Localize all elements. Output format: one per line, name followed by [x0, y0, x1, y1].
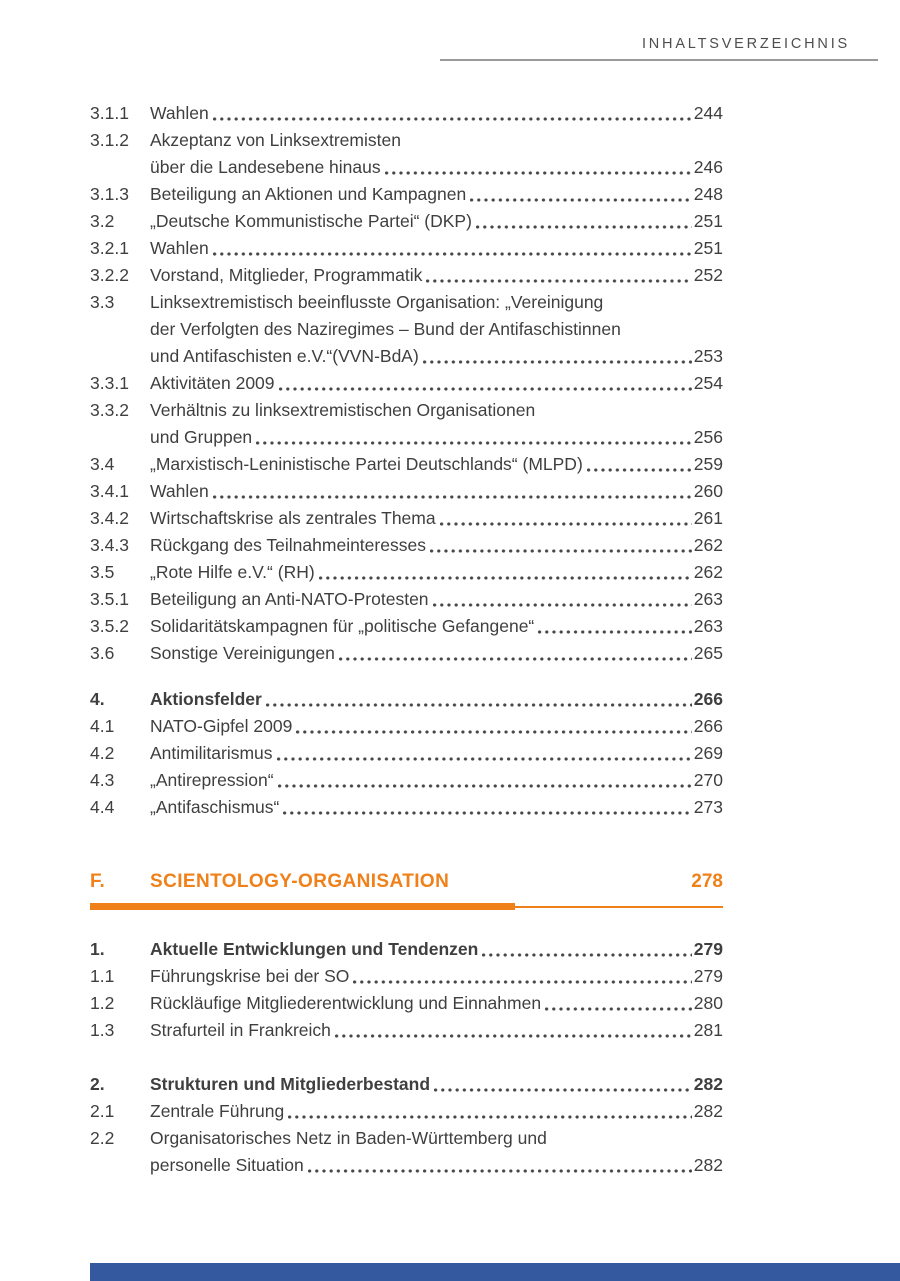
toc-entry-title: personelle Situation: [150, 1155, 304, 1175]
dot-leader: [277, 756, 692, 762]
toc-entry-title: und Gruppen: [150, 427, 253, 447]
toc-entry-title: Solidaritätskampagnen für „politische Gefangene“: [150, 616, 535, 636]
toc-entry-number: 3.2: [90, 211, 115, 231]
toc-entry-content: [150, 613, 723, 640]
toc-entry-content: [150, 767, 723, 794]
toc-entry: [90, 1098, 723, 1125]
section-divider: [90, 870, 723, 910]
dot-leader: [308, 1168, 692, 1174]
toc-entry-title: Vorstand, Mitglieder, Programmatik: [150, 265, 423, 285]
dot-leader: [213, 116, 692, 122]
toc-entry-title: Antimilitarismus: [150, 743, 273, 763]
toc-entry-line: [150, 451, 723, 478]
toc-entry-line: [150, 127, 723, 154]
toc-entry-number: 3.4: [90, 454, 115, 474]
toc-entry-page: 248: [693, 184, 723, 204]
dot-leader: [353, 979, 691, 985]
dot-leader: [319, 575, 692, 581]
toc-entry-line: [150, 1071, 723, 1098]
toc-group: [90, 100, 723, 667]
dot-leader: [385, 170, 692, 176]
toc-entry-title: „Antifaschismus“: [150, 797, 280, 817]
toc-entry-line: [150, 1125, 723, 1152]
toc-entry: [90, 713, 723, 740]
toc-entry: [90, 794, 723, 821]
dot-leader: [335, 1033, 692, 1039]
toc-entry-number: 3.2.1: [90, 238, 129, 258]
toc-entry: [90, 963, 723, 990]
toc-entry-page: 269: [693, 743, 723, 763]
toc-entry-number: 2.1: [90, 1101, 115, 1121]
toc-entry-title: Verhältnis zu linksextremistischen Organisationen: [150, 400, 536, 420]
dot-leader: [587, 467, 692, 473]
toc-entry-title: „Rote Hilfe e.V.“ (RH): [150, 562, 315, 582]
toc-entry-page: 282: [693, 1074, 723, 1094]
toc-entry-line: [150, 532, 723, 559]
toc-entry-number: 3.5: [90, 562, 115, 582]
toc-entry-title: Aktuelle Entwicklungen und Tendenzen: [150, 939, 479, 959]
dot-leader: [423, 359, 692, 365]
toc-entry: [90, 208, 723, 235]
toc-entry-title: Beteiligung an Anti-NATO-Protesten: [150, 589, 429, 609]
dot-leader: [288, 1114, 692, 1120]
toc-entry-page: 282: [693, 1101, 723, 1121]
dot-leader: [266, 702, 692, 708]
toc-entry-content: [150, 127, 723, 181]
toc-entry-content: [150, 740, 723, 767]
toc-entry-line: [150, 424, 723, 451]
toc-entry-content: [150, 794, 723, 821]
toc-entry-title: Führungskrise bei der SO: [150, 966, 350, 986]
toc-entry-line: [150, 316, 723, 343]
toc-entry-title: Aktivitäten 2009: [150, 373, 275, 393]
toc-entry-line: [150, 1017, 723, 1044]
toc-entry-page: 252: [693, 265, 723, 285]
dot-leader: [426, 278, 691, 284]
toc-entry-title: Strafurteil in Frankreich: [150, 1020, 331, 1040]
toc-entry-content: [150, 397, 723, 451]
toc-entry: [90, 235, 723, 262]
toc-entry-page: 254: [693, 373, 723, 393]
header-rule: [440, 59, 878, 61]
toc-entry-page: 251: [693, 238, 723, 258]
toc-entry: [90, 1017, 723, 1044]
toc-group: [90, 1071, 723, 1179]
toc-entry-page: 282: [693, 1155, 723, 1175]
toc-entry-content: [150, 640, 723, 667]
section-title: SCIENTOLOGY-ORGANISATION: [150, 871, 450, 892]
toc-entry-content: [150, 1071, 723, 1098]
toc-entry-page: 256: [693, 427, 723, 447]
toc-entry-page: 246: [693, 157, 723, 177]
toc-entry-title: NATO-Gipfel 2009: [150, 716, 293, 736]
toc-entry: [90, 1071, 723, 1098]
toc-entry-number: 3.5.2: [90, 616, 129, 636]
toc-entry-line: [150, 936, 723, 963]
toc-entry: [90, 127, 723, 181]
toc-entry-page: 251: [693, 211, 723, 231]
toc-entry-number: 3.4.2: [90, 508, 129, 528]
dot-leader: [545, 1006, 692, 1012]
toc-entry-page: 262: [693, 562, 723, 582]
toc-entry-title: und Antifaschisten e.V.“(VVN-BdA): [150, 346, 419, 366]
toc-entry: [90, 181, 723, 208]
toc-entry: [90, 1125, 723, 1179]
toc-entry-content: [150, 586, 723, 613]
toc-entry-title: Organisatorisches Netz in Baden-Württemberg und: [150, 1128, 547, 1148]
page-header: [440, 36, 878, 61]
toc-entry-title: Strukturen und Mitgliederbestand: [150, 1074, 431, 1094]
toc-entry-number: 4.3: [90, 770, 115, 790]
toc-entry-content: [150, 936, 723, 963]
toc-entry: [90, 586, 723, 613]
toc-entry-number: 4.2: [90, 743, 115, 763]
toc-entry-line: [150, 289, 723, 316]
toc-entry-page: 263: [693, 589, 723, 609]
dot-leader: [256, 440, 692, 446]
dot-leader: [470, 197, 692, 203]
toc-entry-content: [150, 1125, 723, 1179]
toc-entry-number: 3.6: [90, 643, 115, 663]
toc-entry-title: Sonstige Vereinigungen: [150, 643, 335, 663]
toc-entry-page: 261: [693, 508, 723, 528]
toc-entry: [90, 936, 723, 963]
toc-entry-number: 3.3.2: [90, 400, 129, 420]
toc-entry-line: [150, 397, 723, 424]
toc-entry: [90, 262, 723, 289]
toc-entry-content: [150, 505, 723, 532]
toc-entry-line: [150, 713, 723, 740]
toc-entry-page: 263: [693, 616, 723, 636]
toc-entry-line: [150, 990, 723, 1017]
toc-entry-page: 279: [693, 966, 723, 986]
toc-entry: [90, 613, 723, 640]
toc-entry-line: [150, 343, 723, 370]
toc-entry-number: 3.3.1: [90, 373, 129, 393]
toc-entry: [90, 370, 723, 397]
toc-entry-title: „Antirepression“: [150, 770, 274, 790]
toc-entry-line: [150, 963, 723, 990]
toc-entry-number: 1.3: [90, 1020, 115, 1040]
dot-leader: [538, 629, 692, 635]
toc-entry-number: 3.1.1: [90, 103, 129, 123]
toc-entry-title: Wahlen: [150, 481, 209, 501]
toc-entry-number: 3.3: [90, 292, 115, 312]
toc-entry-number: 2.2: [90, 1128, 115, 1148]
toc-entry: [90, 100, 723, 127]
footer-bar: [90, 1263, 900, 1281]
toc-entry: [90, 532, 723, 559]
toc-entry-title: Wahlen: [150, 103, 209, 123]
toc-group: [90, 936, 723, 1044]
toc-entry-line: [150, 686, 723, 713]
dot-leader: [279, 386, 692, 392]
toc-entry-content: [150, 1098, 723, 1125]
toc-entry-content: [150, 532, 723, 559]
toc-entry-title: Zentrale Führung: [150, 1101, 285, 1121]
toc-entry-line: [150, 208, 723, 235]
toc-entry-line: [150, 740, 723, 767]
toc-entry-line: [150, 235, 723, 262]
toc-entry-page: 266: [693, 716, 723, 736]
dot-leader: [440, 521, 692, 527]
toc-entry-title: Rückgang des Teilnahmeinteresses: [150, 535, 426, 555]
toc-entry-number: 1.1: [90, 966, 115, 986]
toc-entry-page: 244: [693, 103, 723, 123]
toc-entry-title: Rückläufige Mitgliederentwicklung und Einnahmen: [150, 993, 542, 1013]
dot-leader: [476, 224, 692, 230]
toc-entry-content: [150, 478, 723, 505]
toc-entry-content: [150, 990, 723, 1017]
toc-entry-page: 253: [693, 346, 723, 366]
toc-entry-page: 280: [693, 993, 723, 1013]
toc-entry-line: [150, 640, 723, 667]
toc-entry-line: [150, 505, 723, 532]
toc-entry-line: [150, 154, 723, 181]
toc-entry-line: [150, 478, 723, 505]
toc-entry-number: 2.: [90, 1074, 105, 1094]
page-header-title: INHALTSVERZEICHNIS: [641, 36, 850, 52]
section-letter: F.: [90, 871, 105, 892]
toc-entry-title: „Deutsche Kommunistische Partei“ (DKP): [150, 211, 472, 231]
toc-entry-content: [150, 181, 723, 208]
toc-entry-page: 273: [693, 797, 723, 817]
section-rule-thick: [90, 903, 515, 910]
toc-entry-title: Wirtschaftskrise als zentrales Thema: [150, 508, 436, 528]
toc-entry-line: [150, 613, 723, 640]
toc-entry-content: [150, 963, 723, 990]
toc-entry-content: [150, 262, 723, 289]
toc-entry-title: Wahlen: [150, 238, 209, 258]
toc-entry: [90, 640, 723, 667]
toc-entry-number: 3.1.3: [90, 184, 129, 204]
toc-group: [90, 686, 723, 821]
dot-leader: [482, 952, 691, 958]
toc-entry-content: [150, 289, 723, 370]
toc-entry: [90, 478, 723, 505]
toc-entry-line: [150, 262, 723, 289]
toc-entry-number: 1.: [90, 939, 105, 959]
toc-entry-line: [150, 559, 723, 586]
toc-entry-number: 3.1.2: [90, 130, 129, 150]
toc-entry-page: 260: [693, 481, 723, 501]
dot-leader: [213, 494, 692, 500]
section-page-number: 278: [691, 871, 723, 892]
toc-entry-number: 4.: [90, 689, 105, 709]
toc-entry-title: Akzeptanz von Linksextremisten: [150, 130, 401, 150]
toc-entry-content: [150, 370, 723, 397]
toc-entry: [90, 767, 723, 794]
toc-entry-line: [150, 100, 723, 127]
toc-entry-content: [150, 235, 723, 262]
dot-leader: [339, 656, 692, 662]
toc-entry-line: [150, 1098, 723, 1125]
toc-entry-content: [150, 686, 723, 713]
toc-entry-title: Linksextremistisch beeinflusste Organisation: „Vereinigung: [150, 292, 604, 312]
toc-entry-page: 266: [693, 689, 723, 709]
toc-entry: [90, 451, 723, 478]
toc-entry-number: 4.4: [90, 797, 115, 817]
dot-leader: [296, 729, 691, 735]
table-of-contents: [90, 100, 723, 1179]
toc-entry-title: über die Landesebene hinaus: [150, 157, 381, 177]
toc-entry-line: [150, 1152, 723, 1179]
toc-entry-content: [150, 208, 723, 235]
toc-entry-line: [150, 181, 723, 208]
toc-entry-page: 262: [693, 535, 723, 555]
toc-entry: [90, 686, 723, 713]
dot-leader: [433, 602, 692, 608]
toc-entry-page: 270: [693, 770, 723, 790]
dot-leader: [434, 1087, 692, 1093]
toc-entry: [90, 990, 723, 1017]
toc-entry-number: 3.4.3: [90, 535, 129, 555]
toc-entry-number: 3.4.1: [90, 481, 129, 501]
dot-leader: [430, 548, 692, 554]
toc-entry-page: 265: [693, 643, 723, 663]
toc-entry-content: [150, 713, 723, 740]
toc-entry: [90, 740, 723, 767]
toc-entry: [90, 397, 723, 451]
toc-entry: [90, 559, 723, 586]
toc-entry-title: Aktionsfelder: [150, 689, 262, 709]
toc-entry-line: [150, 794, 723, 821]
toc-entry-content: [150, 100, 723, 127]
toc-entry-title: „Marxistisch-Leninistische Partei Deutschlands“ (MLPD): [150, 454, 583, 474]
dot-leader: [278, 783, 692, 789]
toc-entry-number: 3.2.2: [90, 265, 129, 285]
toc-entry-line: [150, 370, 723, 397]
toc-entry-number: 4.1: [90, 716, 115, 736]
toc-entry-page: 281: [693, 1020, 723, 1040]
toc-entry-number: 3.5.1: [90, 589, 129, 609]
toc-entry-content: [150, 1017, 723, 1044]
dot-leader: [283, 810, 691, 816]
toc-entry-page: 259: [693, 454, 723, 474]
toc-entry-content: [150, 451, 723, 478]
toc-entry: [90, 505, 723, 532]
toc-entry-line: [150, 767, 723, 794]
toc-entry-page: 279: [693, 939, 723, 959]
toc-entry-title: Beteiligung an Aktionen und Kampagnen: [150, 184, 467, 204]
toc-entry-title: der Verfolgten des Naziregimes – Bund der Antifaschistinnen: [150, 319, 621, 339]
toc-entry-line: [150, 586, 723, 613]
toc-entry: [90, 289, 723, 370]
toc-entry-content: [150, 559, 723, 586]
dot-leader: [213, 251, 692, 257]
toc-entry-number: 1.2: [90, 993, 115, 1013]
